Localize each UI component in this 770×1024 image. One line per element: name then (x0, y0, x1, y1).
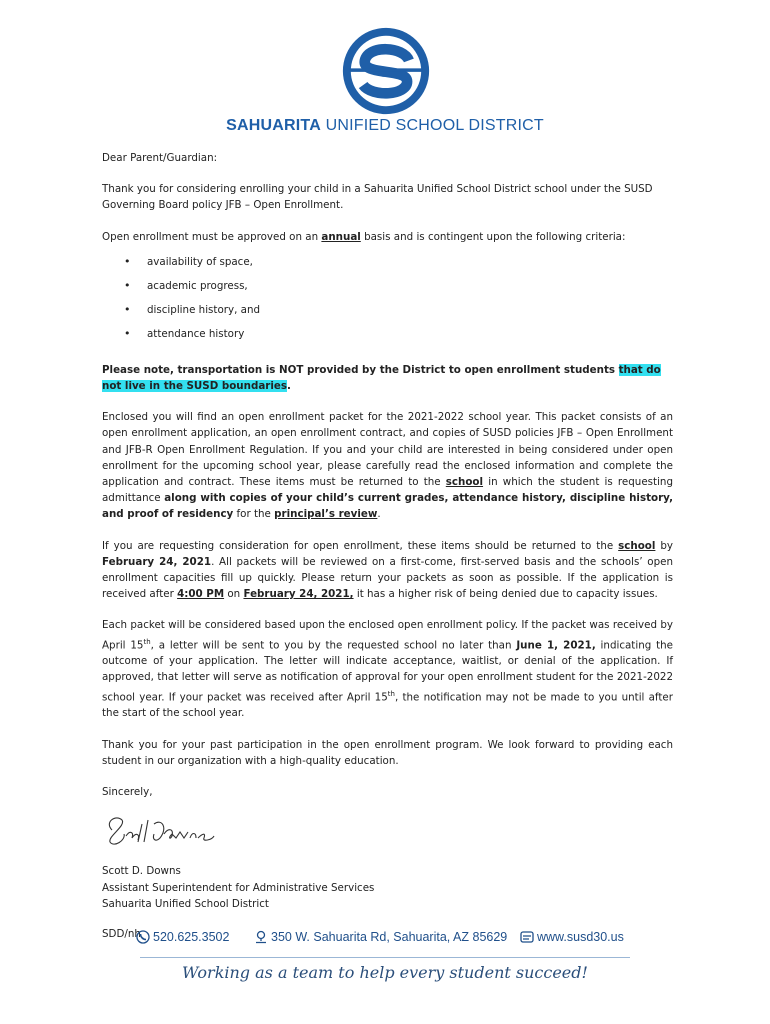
initials: SDD/nh (102, 927, 141, 940)
paragraph-intro: Thank you for considering enrolling your child in a Sahuarita Unified School District school under the SUSD Governing Board policy JFB – Open Enrollment. (102, 183, 653, 212)
salutation: Dear Parent/Guardian: (102, 152, 218, 164)
district-logo (342, 27, 430, 115)
criteria-list (102, 254, 673, 350)
web-icon (520, 930, 534, 944)
contact-website[interactable]: www.susd30.us (520, 930, 624, 944)
paragraph-notification: Each packet will be considered based upon the enclosed open enrollment policy. If the packet was received by April 15th, a letter will be sent to you by the requested school no later than June 1, 2021, indicating the outcome of your application. The letter will indicate acceptance, waitlist, or denial of the application. If approved, that letter will serve as notification of approval for your open enrollment student for the 2021-2022 school year. If your packet was received after April 15th, the notification may not be made to you until after the start of the school year. (102, 619, 673, 720)
contact-address: 350 W. Sahuarita Rd, Sahuarita, AZ 85629 (254, 930, 507, 944)
paragraph-packet: Enclosed you will find an open enrollment packet for the 2021-2022 school year. This packet consists of an open enrollment application, an open enrollment contract, and copies of SUSD policies JFB – Open Enrollment and JFB-R Open Enrollment Regulation. If you and your child are interested in being considered under open enrollment for the upcoming school year, please carefully read the enclosed information and complete the application and contract. These items must be returned to the school in which the student is requesting admittance along with copies of your child’s current grades, attendance history, discipline history, and proof of residency for the principal’s review. (102, 411, 673, 521)
handwritten-signature (102, 810, 222, 850)
signer-name: Scott D. Downs (102, 865, 181, 878)
phone-icon (136, 930, 150, 944)
criteria-item: • academic progress, (102, 278, 673, 302)
criteria-item: • attendance history (102, 326, 673, 350)
signer-title: Assistant Superintendent for Administrative Services (102, 881, 375, 894)
closing: Sincerely, (102, 785, 153, 798)
district-motto: Working as a team to help every student succeed! (182, 963, 588, 982)
footer-divider (140, 957, 630, 958)
letter-body (102, 150, 673, 942)
signature-block (102, 863, 673, 912)
signer-organization: Sahuarita Unified School District (102, 897, 269, 910)
location-pin-icon (254, 930, 268, 944)
criteria-item: • availability of space, (102, 254, 673, 278)
district-name: SAHUARITA UNIFIED SCHOOL DISTRICT (226, 117, 544, 134)
contact-phone: 520.625.3502 (136, 930, 229, 944)
contact-bar (136, 930, 636, 950)
paragraph-deadline: If you are requesting consideration for open enrollment, these items should be returned to the school by February 24, 2021. All packets will be reviewed on a first-come, first-served basis and the schools’ open enrollment capacities fill up quickly. Please return your packets as soon as possible. If the application is received after 4:00 PM on February 24, 2021, it has a higher risk of being denied due to capacity issues. (102, 539, 674, 601)
paragraph-thanks: Thank you for your past participation in the open enrollment program. We look forward to providing each student in our organization with a high-quality education. (102, 738, 673, 767)
criteria-item: • discipline history, and (102, 302, 673, 326)
transportation-note: Please note, transportation is NOT provided by the District to open enrollment students that do not live in the SUSD boundaries. (102, 363, 661, 393)
paragraph-criteria-intro: Open enrollment must be approved on an annual basis and is contingent upon the following criteria: (102, 230, 626, 243)
